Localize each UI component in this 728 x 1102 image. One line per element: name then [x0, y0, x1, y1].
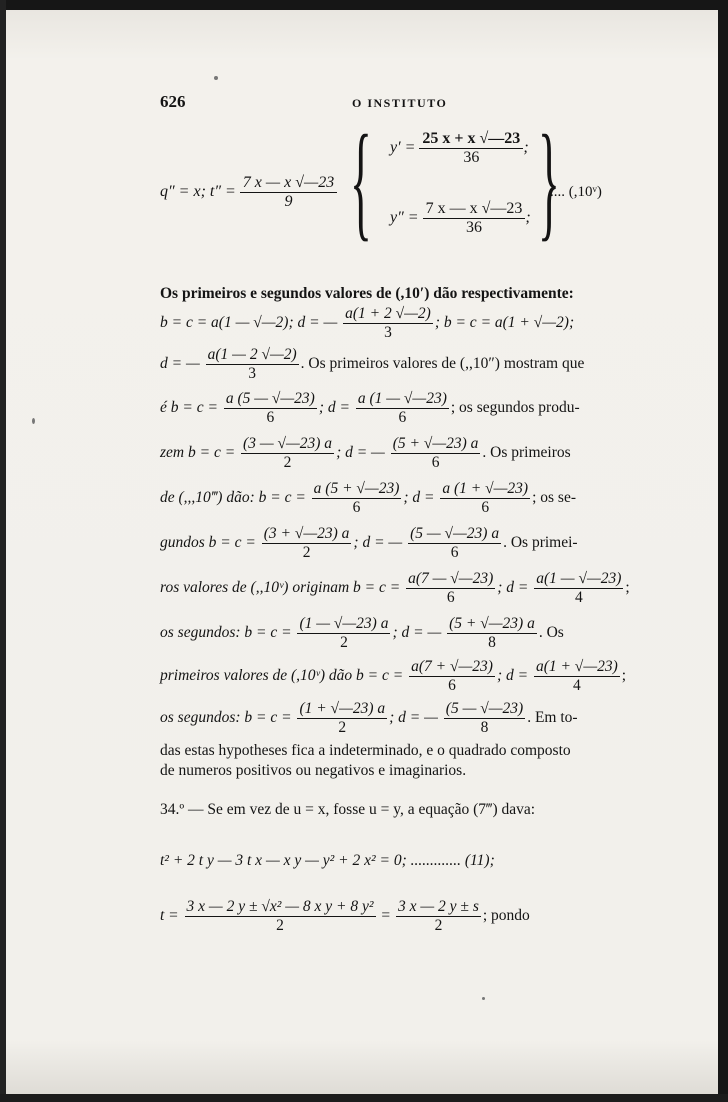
fraction-numerator: a (5 — √—23) — [225, 390, 315, 407]
fraction — [206, 346, 299, 383]
math-text: ; d = — — [353, 534, 403, 552]
fraction — [447, 615, 537, 652]
fraction-denominator: 4 — [534, 588, 623, 607]
fraction-denominator: 2 — [396, 916, 481, 935]
fraction-numerator: 7 x — x √—23 — [242, 174, 335, 191]
fraction — [391, 435, 481, 472]
fraction-denominator: 6 — [408, 543, 501, 562]
system-left-expression — [160, 174, 337, 211]
math-text: t = — [160, 907, 179, 925]
prose-text: ; — [625, 579, 630, 597]
prose-text: ; os se- — [532, 489, 576, 507]
fraction-numerator: (5 — √—23) a — [410, 525, 500, 542]
math-text: primeiros valores de (,10ᵛ) dão b = c = — [160, 667, 404, 685]
fraction-denominator: 8 — [447, 633, 537, 652]
equation-t — [160, 898, 630, 935]
fraction — [396, 898, 481, 935]
fraction-denominator: 6 — [391, 453, 481, 472]
running-title: O INSTITUTO — [352, 96, 448, 110]
fraction-denominator: 9 — [240, 192, 337, 211]
math-text: os segundos: b = c = — [160, 709, 292, 727]
math-text: = — [381, 907, 391, 925]
fraction-numerator: 3 x — 2 y ± s — [398, 898, 479, 915]
prose-text: ; — [621, 667, 627, 685]
fraction-denominator: 2 — [262, 543, 352, 562]
fraction-numerator: (5 + √—23) a — [449, 615, 535, 632]
math-text: é b = c = — [160, 399, 218, 417]
fraction-numerator: (5 + √—23) a — [392, 435, 479, 452]
fraction — [534, 570, 623, 607]
math-text: gundos b = c = — [160, 534, 256, 552]
fraction-denominator: 36 — [419, 148, 523, 167]
fraction-denominator: 36 — [423, 218, 526, 237]
system-bottom-equation: y″ = $\frac{7 x — x √—23}{36}$ ; — [390, 200, 531, 236]
fraction — [297, 615, 390, 652]
fraction-numerator: (3 — √—23) a — [243, 435, 333, 452]
left-brace: { — [350, 109, 372, 253]
left-expr-text: q″ = x; t″ = — [160, 183, 236, 201]
fraction — [185, 898, 376, 935]
math-line-9 — [160, 658, 630, 695]
math-text: ros valores de (,,10ᵛ) originam b = c = — [160, 579, 401, 597]
math-line-3 — [160, 390, 630, 427]
fraction-denominator: 6 — [406, 588, 495, 607]
fraction — [312, 480, 402, 517]
prose-text: . Os primeiros valores de (,,10″) mostram que — [300, 355, 585, 373]
fraction-denominator: 2 — [185, 916, 376, 935]
fraction-denominator: 6 — [440, 498, 530, 517]
fraction — [409, 658, 495, 695]
math-line-6 — [160, 525, 630, 562]
top-lhs: y′ = — [390, 139, 416, 157]
fraction-denominator: 3 — [343, 323, 433, 342]
fraction-numerator: (3 + √—23) a — [263, 525, 350, 542]
math-text: ; b = c = a(1 + √—2); — [434, 314, 575, 332]
math-line-8 — [160, 615, 630, 652]
fraction — [406, 570, 495, 607]
bottom-fraction — [423, 200, 526, 237]
fraction-denominator: 6 — [224, 408, 317, 427]
fraction-numerator: 7 x — x √—23 — [425, 200, 523, 217]
math-text: os segundos: b = c = — [160, 624, 292, 642]
math-text: ; d = — [496, 667, 529, 685]
prose-text: ; os segundos produ- — [450, 399, 580, 417]
prose-text: . Em to- — [527, 709, 578, 727]
prose-line: das estas hypotheses fica a indeterminado, e o quadrado composto — [160, 742, 571, 759]
prose-text: . Os — [538, 624, 564, 642]
system-top-equation: y′ = $\frac{25 x + x √—23}{36}$ ; — [390, 130, 529, 166]
bottom-lhs: y″ = — [390, 209, 419, 227]
fraction — [262, 525, 352, 562]
fraction-denominator: 2 — [297, 718, 387, 737]
math-line-1 — [160, 305, 630, 342]
fraction — [534, 658, 620, 695]
math-text: ; d = — — [392, 624, 442, 642]
paragraph-closing — [160, 741, 630, 781]
math-text: ; d = — [318, 399, 350, 417]
fraction — [241, 435, 334, 472]
fraction-denominator: 4 — [534, 676, 620, 695]
fraction — [297, 700, 387, 737]
fraction-numerator: a(7 — √—23) — [408, 570, 494, 587]
fraction-numerator: a (1 — √—23) — [357, 390, 447, 407]
prose-text: ; pondo — [482, 907, 530, 925]
section-34-heading: 34.º — Se em vez de u = x, fosse u = y, a equação (7‴) dava: — [160, 801, 536, 818]
fraction — [444, 700, 525, 737]
math-line-2 — [160, 346, 630, 383]
left-fraction — [240, 174, 337, 211]
paragraph-intro: Os primeiros e segundos valores de (,10′) dão respectivamente: — [160, 285, 574, 302]
math-line-7 — [160, 570, 630, 607]
right-brace: } — [538, 109, 560, 253]
fraction-numerator: (5 — √—23) — [445, 700, 524, 717]
fraction — [356, 390, 449, 427]
equation-11: t² + 2 t y — 3 t x — x y — y² + 2 x² = 0; ............. (11); — [160, 852, 495, 869]
top-fraction — [419, 130, 523, 167]
math-text: zem b = c = — [160, 444, 236, 462]
math-text: b = c = a(1 — √—2); — [160, 314, 294, 332]
fraction-numerator: (1 — √—23) a — [299, 615, 389, 632]
page-number: 626 — [160, 92, 186, 111]
equation-tag: .... (,10ᵛ) — [550, 184, 602, 200]
equation-system-10 — [160, 109, 630, 260]
fraction — [408, 525, 501, 562]
math-text: d = — — [297, 314, 338, 332]
math-text: d = — — [160, 355, 200, 373]
math-text: ; d = — [403, 489, 435, 507]
math-line-10 — [160, 700, 630, 737]
math-text: ; d = — — [389, 709, 438, 727]
math-text: ; d = — — [336, 444, 385, 462]
fraction — [343, 305, 433, 342]
prose-line: de numeros positivos ou negativos e imaginarios. — [160, 762, 467, 779]
fraction-denominator: 8 — [444, 718, 525, 737]
fraction-denominator: 2 — [241, 453, 334, 472]
prose-text: . Os primeiros — [482, 444, 571, 462]
fraction — [224, 390, 317, 427]
fraction-numerator: (1 + √—23) a — [299, 700, 386, 717]
fraction-numerator: a(1 + 2 √—2) — [345, 305, 431, 322]
fraction-numerator: a(1 + √—23) — [535, 658, 618, 675]
fraction-numerator: a(1 — 2 √—2) — [207, 346, 297, 363]
math-line-5 — [160, 480, 630, 517]
math-line-4 — [160, 435, 630, 472]
fraction-denominator: 2 — [297, 633, 390, 652]
fraction — [440, 480, 530, 517]
fraction-numerator: a (5 + √—23) — [313, 480, 400, 497]
fraction-denominator: 3 — [206, 364, 299, 383]
fraction-denominator: 6 — [409, 676, 495, 695]
fraction-numerator: a (1 + √—23) — [442, 480, 529, 497]
fraction-numerator: 25 x + x √—23 — [422, 130, 521, 147]
math-text: de (,,,10‴) dão: b = c = — [160, 489, 306, 507]
fraction-denominator: 6 — [356, 408, 449, 427]
math-text: ; d = — [497, 579, 529, 597]
fraction-numerator: a(1 — √—23) — [536, 570, 622, 587]
fraction-numerator: a(7 + √—23) — [411, 658, 493, 675]
fraction-numerator: 3 x — 2 y ± √x² — 8 x y + 8 y² — [186, 898, 374, 915]
prose-text: . Os primei- — [503, 534, 578, 552]
fraction-denominator: 6 — [312, 498, 402, 517]
